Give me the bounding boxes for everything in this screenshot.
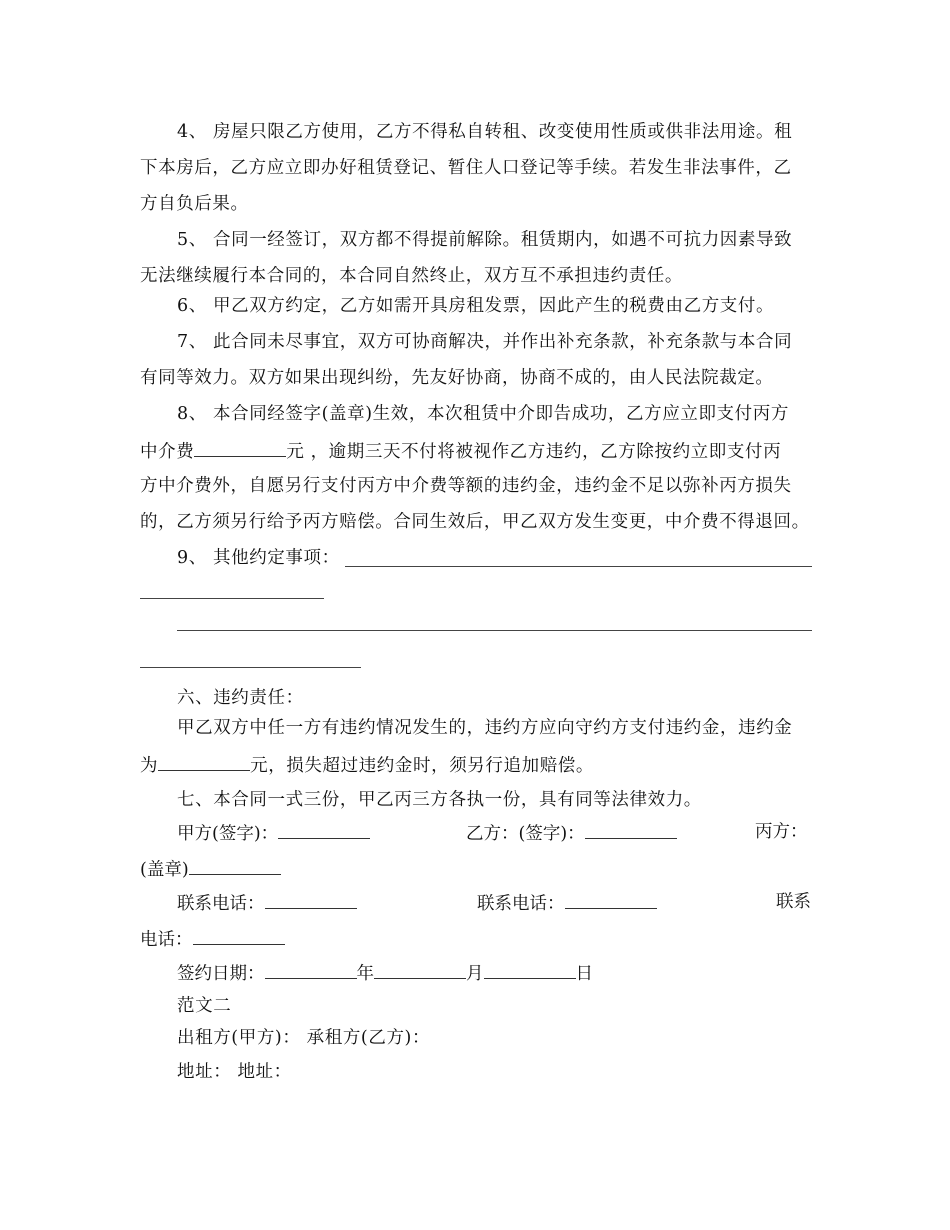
party-a-label: 甲方(签字)： — [177, 824, 279, 844]
other-terms-blank-3[interactable] — [177, 630, 812, 631]
penalty-text: 元，损失超过违约金时，须另行追加赔偿。 — [250, 756, 595, 776]
year-label: 年 — [356, 964, 374, 984]
clause-6-line-1: 6、 甲乙双方约定，乙方如需开具房租发票，因此产生的税费由乙方支付。 — [177, 296, 775, 316]
party-c-phone-label-2: 电话： — [140, 930, 193, 950]
clause-7-line-2: 有同等效力。双方如果出现纠纷，先友好协商，协商不成的，由人民法院裁定。 — [140, 368, 774, 388]
agency-fee-label: 中介费 — [140, 442, 195, 462]
party-b-phone-blank[interactable] — [565, 890, 657, 909]
section-6-title: 六、违约责任： — [177, 688, 304, 708]
penalty-amount-blank[interactable] — [158, 752, 250, 771]
clause-8-line-4: 的，乙方须另行给予丙方赔偿。合同生效后，甲乙双方发生变更，中介费不得退回。 — [140, 512, 810, 532]
party-a-phone — [177, 890, 357, 916]
party-b-signature — [466, 820, 677, 846]
party-c-seal-blank[interactable] — [189, 856, 281, 875]
sample-2-title: 范文二 — [177, 996, 232, 1016]
sign-date — [177, 960, 593, 986]
day-blank[interactable] — [484, 960, 576, 979]
other-terms-blank-2[interactable] — [140, 598, 324, 599]
party-c-phone-label-1: 联系 — [776, 892, 811, 912]
party-c-phone — [140, 926, 285, 952]
clause-8-line-1: 8、 本合同经签字(盖章)生效，本次租赁中介即告成功，乙方应立即支付丙方 — [177, 404, 789, 424]
section-7-title: 七、本合同一式三份，甲乙丙三方各执一份，具有同等法律效力。 — [177, 790, 702, 810]
party-b-phone-label: 联系电话： — [477, 894, 565, 914]
clause-8-line-2 — [140, 438, 781, 464]
month-blank[interactable] — [374, 960, 466, 979]
clause-7-line-1: 7、 此合同未尽事宜，双方可协商解决，并作出补充条款，补充条款与本合同 — [177, 332, 793, 352]
clause-5-line-1: 5、 合同一经签订，双方都不得提前解除。租赁期内，如遇不可抗力因素导致 — [177, 230, 793, 250]
clause-4-line-3: 方自负后果。 — [140, 194, 249, 214]
party-a-phone-label: 联系电话： — [177, 894, 265, 914]
other-terms-blank-4[interactable] — [140, 667, 361, 668]
section-6-line-1: 甲乙双方中任一方有违约情况发生的，违约方应向守约方支付违约金，违约金 — [177, 718, 793, 738]
party-c-phone-blank[interactable] — [193, 926, 285, 945]
seal-label: (盖章) — [140, 860, 189, 880]
clause-4-line-1: 4、 房屋只限乙方使用，乙方不得私自转租、改变使用性质或供非法用途。租 — [177, 122, 793, 142]
year-blank[interactable] — [265, 960, 357, 979]
party-a-signature — [177, 820, 370, 846]
day-label: 日 — [575, 964, 593, 984]
other-terms-blank-1[interactable] — [345, 566, 812, 567]
party-b-label: 乙方：(签字)： — [466, 824, 585, 844]
clause-5-line-2: 无法继续履行本合同的，本合同自然终止，双方互不承担违约责任。 — [140, 266, 683, 286]
clause-8-line-3: 方中介费外，自愿另行支付丙方中介费等额的违约金，违约金不足以弥补丙方损失 — [140, 476, 792, 496]
sample-2-parties: 出租方(甲方)： 承租方(乙方)： — [177, 1028, 431, 1048]
party-b-signature-blank[interactable] — [585, 820, 677, 839]
party-b-phone — [477, 890, 657, 916]
agency-fee-blank[interactable] — [194, 438, 286, 457]
penalty-label: 为 — [140, 756, 159, 776]
sign-date-label: 签约日期： — [177, 964, 265, 984]
section-6-line-2 — [140, 752, 594, 778]
party-a-phone-blank[interactable] — [265, 890, 357, 909]
sample-2-address: 地址： 地址： — [177, 1062, 292, 1082]
clause-9-label: 9、 其他约定事项： — [177, 548, 340, 568]
party-c-seal — [140, 856, 281, 882]
month-label: 月 — [466, 964, 484, 984]
party-a-signature-blank[interactable] — [278, 820, 370, 839]
clause-4-line-2: 下本房后，乙方应立即办好租赁登记、暂住人口登记等手续。若发生非法事件，乙 — [140, 158, 792, 178]
agency-fee-text: 元 ，逾期三天不付将被视作乙方违约，乙方除按约立即支付丙 — [286, 442, 782, 462]
party-c-label: 丙方： — [755, 822, 808, 842]
